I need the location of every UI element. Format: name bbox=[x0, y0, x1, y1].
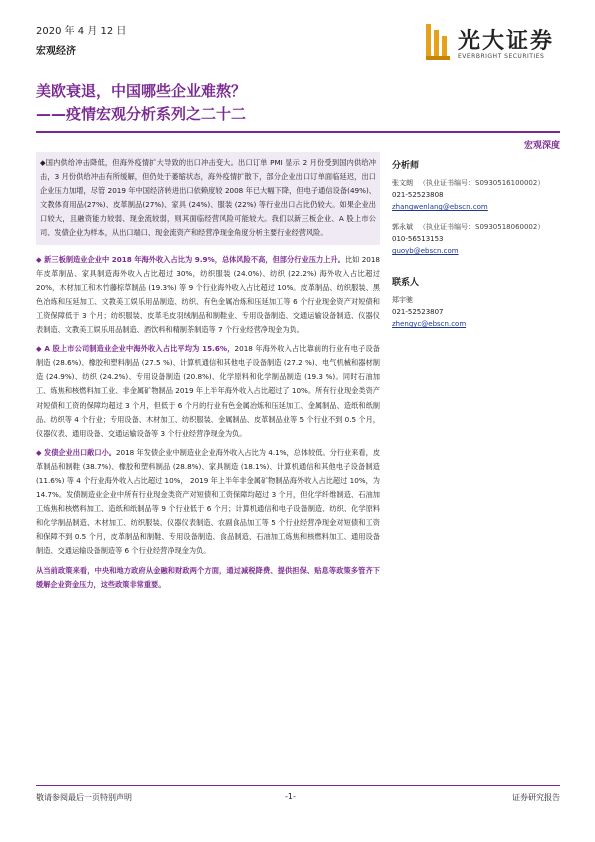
sidebar-contacts bbox=[392, 158, 562, 330]
summary-paragraph-5: 从当前政策来看，中央和地方政府从金融和财政两个方面，通过减税降费、提供担保、贴息等政策多管齐下缓解企业资金压力，这些政策非常重要。 bbox=[36, 565, 380, 589]
paragraph-3-highlight: ◆ A 股上市公司制造业企业中海外收入占比平均为 15.6%， bbox=[36, 344, 235, 354]
analyst-email-link[interactable]: zhangwenlang@ebscn.com bbox=[392, 203, 488, 211]
summary-paragraph-4 bbox=[36, 446, 380, 559]
everbright-logo-icon bbox=[424, 22, 452, 62]
paragraph-2-text: 比如 2018 年皮革制品、家具制造海外收入占比超过 30%，纺织服装 (24.0%)、纺织 (22.2%) 海外收入占比超过 20%，木材加工和木竹藤棕草制品 (19.3%) 等 9 个行业海外收入占比超过 10%。皮革制品、纺织服装、黑色冶炼和压延加工、文教美工娱乐用品制造、纺织、有色金属冶炼和压延加工等 6 个行业现金资产对短债和工资保障低于 3 个月；纺织服装、皮革毛皮羽绒制品和制鞋业、专用设备制造、交通运输设备制造、仪器仪表制造、文教美工娱乐用品制造、酒饮料和精制茶制造等 7 个行业经营净现金为负。 bbox=[36, 254, 380, 335]
analyst-email-line bbox=[392, 201, 562, 213]
analyst-name-line bbox=[392, 221, 562, 233]
paragraph-4-text: 2018 年发债企业中制造业企业海外收入占比为 4.1%，总体较低。分行业来看，皮革制品和制鞋 (38.7%)、橡胶和塑料制品 (28.8%)、家具制造 (18.1%)、计算机通信和其他电子设备制造 (11.6%) 等 4 个行业海外收入占比超过 10%， 2019 年上半年非金属矿物制品海外收入占比超过 10%，为 14.7%。发债制造业企业中所有行业现金类资产对短债和工资保障均超过 3 个月，但化学纤维制造、石油加工炼焦和核燃料加工、造纸和纸制品等 9 个行业低于 6 个月；计算机通信和电子设备制造、纺织、化学原料和化学制品制造、木材加工、纺织服装、仪器仪表制造、农副食品加工等 5 个行业经营净现金对短债和工资和保障不到 0.5 个月，皮革制品和制鞋、专用设备制造、食品制造、石油加工炼焦和核燃料加工、通用设备制造、交通运输设备制造等 6 个行业经营净现金为负。 bbox=[36, 447, 381, 556]
contact-phone: 021-52523807 bbox=[392, 308, 444, 316]
analyst-email-line bbox=[392, 245, 562, 257]
contacts-heading: 联系人 bbox=[392, 278, 420, 288]
report-subtitle: ——疫情宏观分析系列之二十二 bbox=[36, 105, 247, 123]
summary-paragraph-3 bbox=[36, 342, 380, 441]
contact-email-link[interactable]: zhengyc@ebscn.com bbox=[392, 320, 467, 328]
analyst-license: （执业证书编号：S0930516100002） bbox=[419, 179, 545, 187]
logo-name: 光大证券 bbox=[458, 29, 555, 54]
contact-name: 郑宇驰 bbox=[392, 296, 413, 304]
footer-report-type: 证券研究报告 bbox=[512, 793, 560, 802]
analyst-name: 郭永斌 bbox=[392, 223, 413, 231]
company-logo bbox=[424, 22, 574, 70]
footer-disclaimer: 敬请参阅最后一页特别声明 bbox=[36, 793, 132, 802]
analyst-phone: 010-56513153 bbox=[392, 235, 444, 243]
report-category: 宏观经济 bbox=[36, 46, 76, 57]
analyst-name-line bbox=[392, 177, 562, 189]
paragraph-4-highlight: ◆ 发债企业出口敞口小。 bbox=[36, 447, 116, 457]
paragraph-3-text: 2018 年海外收入占比靠前的行业有电子设备制造 (28.6%)、橡胶和塑料制品 (27.5 %)、计算机通信和其他电子设备制造 (27.2 %)、电气机械和器材制造 (24.9%)、纺织 (24.2%)、专用设备制造 (20.8%)、化学原料和化学制品制造 (19.3 %)。同时石油加工、炼焦和核燃料加工业、非金属矿物制品 2019 年上半年海外收入占比超过了 10%。所有行业现金类资产对短债和工资的保障均超过 3 个月，但低于 6 个月的行业有色金属冶炼和压延加工、金属制品、造纸和纸制品、纺织等 4 个行业；专用设备、木材加工、纺织服装、金属制品、皮革制品业等 5 个行业不到 0.5 个月，仪器仪表、通用设备、交通运输设备等 3 个行业经营净现金为负。 bbox=[36, 344, 380, 438]
report-title: 美欧衰退，中国哪些企业难熬？ bbox=[36, 82, 247, 100]
analysts-heading: 分析师 bbox=[392, 161, 420, 171]
analyst-name: 张文朗 bbox=[392, 179, 413, 187]
contact-email-line bbox=[392, 318, 562, 330]
logo-english: EVERBRIGHT SECURITIES bbox=[458, 53, 545, 60]
report-date: 2020 年 4 月 12 日 bbox=[36, 26, 127, 37]
summary-body bbox=[36, 152, 380, 597]
report-type-tag: 宏观深度 bbox=[523, 141, 560, 151]
analyst-license: （执业证书编号：S0930518060002） bbox=[419, 223, 545, 231]
page-number: -1- bbox=[285, 792, 296, 801]
paragraph-2-highlight: ◆ 新三板制造业企业中 2018 年海外收入占比为 9.9%，总体风险不高，但部分行业压力上升。 bbox=[36, 254, 345, 264]
summary-paragraph-2 bbox=[36, 253, 380, 338]
title-divider bbox=[36, 131, 560, 133]
analyst-phone: 021-52523808 bbox=[392, 191, 444, 199]
footer-divider bbox=[36, 785, 560, 786]
summary-paragraph-1: ◆国内供给冲击降低，但海外疫情扩大导致的出口冲击变大。出口订单 PMI 显示 2 月份受到国内供给冲击，3 月份供给冲击有所缓解，但仍处于萎缩状态，海外疫情扩散下，部分企业出口订单面临延迟，出口企业压力加增，尽管 2019 年中国经济转进出口依赖度较 2008 年已大幅下降，但电子通信设备(49%)、文教体育用品(27%)、皮革制品(27%)、家具 (24%)、服装 (22%) 等行业出口占比仍较大。如果企业出口较大，且融资能力较弱、现金流较弱，则其面临经营风险可能较大。我们以新三板企业、A 股上市公司、发债企业为样本，从出口端口、现金流资产和经营净现金角度分析主要行业经营风险。 bbox=[36, 152, 380, 245]
analyst-email-link[interactable]: guoyb@ebscn.com bbox=[392, 247, 459, 255]
